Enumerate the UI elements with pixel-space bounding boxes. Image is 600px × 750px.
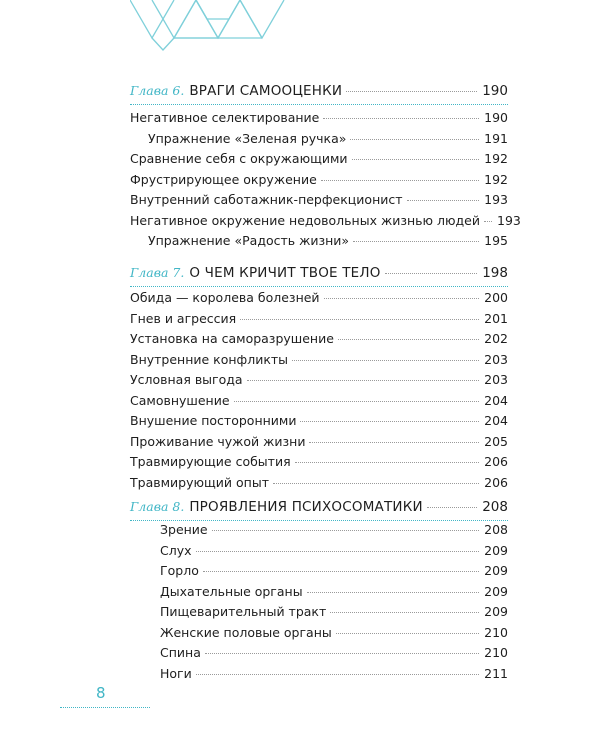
toc-entry-label: Спина xyxy=(160,645,201,660)
toc-entry-page-number: 190 xyxy=(484,110,508,125)
chapter-divider xyxy=(130,104,508,105)
toc-entry[interactable] xyxy=(130,190,508,210)
toc-entry-page-number: 204 xyxy=(484,413,508,428)
toc-entry-label: Слух xyxy=(160,542,192,558)
toc-entry-page-number: 200 xyxy=(484,290,508,305)
toc-entry[interactable] xyxy=(160,602,508,622)
toc-entry-page-number: 206 xyxy=(484,454,508,469)
toc-entry[interactable] xyxy=(160,664,508,684)
toc-entry-label: Травмирующий опыт xyxy=(130,474,269,490)
toc-entry[interactable] xyxy=(130,329,508,349)
toc-entry[interactable] xyxy=(130,288,508,308)
toc-entry-page-number: 203 xyxy=(484,351,508,367)
toc-entry-page-number: 193 xyxy=(497,212,521,228)
toc-entry-page-number: 201 xyxy=(484,310,508,326)
chapter-heading[interactable] xyxy=(130,262,508,284)
toc-entry[interactable] xyxy=(160,561,508,581)
toc-entry-label: Упражнение «Радость жизни» xyxy=(148,233,350,248)
toc-entry[interactable] xyxy=(160,623,508,643)
toc-entry-label: Обида — королева болезней xyxy=(130,290,320,305)
triangle-pattern-decoration xyxy=(130,0,290,52)
toc-entry-label: Упражнение «Зеленая ручка» xyxy=(148,130,347,146)
toc-entry[interactable] xyxy=(130,452,508,472)
toc-entry[interactable] xyxy=(130,391,508,411)
dot-leader xyxy=(196,674,479,675)
toc-entry-label: Проживание чужой жизни xyxy=(130,433,306,449)
toc-entry-label: Сравнение себя с окружающими xyxy=(130,151,348,166)
toc-entry[interactable] xyxy=(148,129,508,149)
toc-entry-label: Самовнушение xyxy=(130,392,230,408)
toc-entry-label: Гнев и агрессия xyxy=(130,310,237,326)
toc-entry-label: Внушение посторонними xyxy=(130,413,297,428)
dot-leader xyxy=(203,571,479,572)
toc-entry-page-number: 210 xyxy=(484,624,508,640)
dot-leader xyxy=(352,159,480,160)
toc-entry-page-number: 195 xyxy=(484,233,508,248)
toc-entry-label: Негативное окружение недовольных жизнью людей xyxy=(130,212,480,228)
toc-entry-page-number: 211 xyxy=(484,665,508,681)
toc-entry[interactable] xyxy=(130,473,508,493)
toc-entry-label: Негативное селектирование xyxy=(130,110,320,125)
dot-leader xyxy=(212,530,480,531)
dot-leader xyxy=(196,551,480,552)
toc-entry-page-number: 193 xyxy=(484,192,508,207)
dot-leader xyxy=(307,592,480,593)
dot-leader xyxy=(385,273,478,274)
dot-leader xyxy=(338,339,479,340)
toc-entry-label: Травмирующие события xyxy=(130,454,291,469)
dot-leader xyxy=(234,401,480,402)
toc-entry[interactable] xyxy=(130,411,508,431)
chapter-page-number: 198 xyxy=(482,265,508,281)
page-number: 8 xyxy=(96,684,106,702)
toc-entry[interactable] xyxy=(148,231,508,251)
dot-leader xyxy=(300,421,479,422)
dot-leader xyxy=(427,507,477,508)
dot-leader xyxy=(353,241,479,242)
toc-entry[interactable] xyxy=(130,108,508,128)
chapter-title: ВРАГИ САМООЦЕНКИ xyxy=(189,83,343,99)
toc-entry-label: Условная выгода xyxy=(130,372,243,387)
toc-entry-page-number: 210 xyxy=(484,645,508,660)
dot-leader xyxy=(309,442,479,443)
chapter-heading[interactable] xyxy=(130,496,508,518)
dot-leader xyxy=(336,633,479,634)
dot-leader xyxy=(330,612,479,613)
toc-entry[interactable] xyxy=(130,170,508,190)
toc-entry-page-number: 209 xyxy=(484,542,508,558)
toc-entry[interactable] xyxy=(130,370,508,390)
page-number-underline xyxy=(60,707,150,708)
toc-entry[interactable] xyxy=(160,582,508,602)
toc-entry-page-number: 209 xyxy=(484,563,508,578)
toc-entry-label: Фрустрирующее окружение xyxy=(130,171,317,187)
toc-entry-label: Горло xyxy=(160,563,199,578)
chapter-page-number: 190 xyxy=(482,83,508,99)
toc-entry-label: Зрение xyxy=(160,522,208,537)
dot-leader xyxy=(321,180,479,181)
toc-entry-page-number: 208 xyxy=(484,522,508,537)
toc-entry-page-number: 191 xyxy=(484,130,508,146)
toc-entry[interactable] xyxy=(130,149,508,169)
toc-entry-label: Ноги xyxy=(160,665,192,681)
toc-entry-page-number: 204 xyxy=(484,392,508,408)
toc-entry-label: Дыхательные органы xyxy=(160,583,303,599)
toc-entry-page-number: 202 xyxy=(484,331,508,346)
dot-leader xyxy=(273,483,479,484)
chapter-heading[interactable] xyxy=(130,80,508,102)
chapter-page-number: 208 xyxy=(482,499,508,515)
toc-entry-label: Установка на саморазрушение xyxy=(130,331,334,346)
dot-leader xyxy=(247,380,480,381)
dot-leader xyxy=(323,118,479,119)
toc-entry-label: Пищеварительный тракт xyxy=(160,604,327,619)
dot-leader xyxy=(324,298,480,299)
chapter-number: Глава 8. xyxy=(130,499,185,514)
toc-entry[interactable] xyxy=(160,541,508,561)
toc-entry-page-number: 192 xyxy=(484,171,508,187)
dot-leader xyxy=(346,91,477,92)
dot-leader xyxy=(295,462,480,463)
toc-entry-label: Внутренний саботажник-перфекционист xyxy=(130,192,403,207)
chapter-divider xyxy=(130,286,508,287)
chapter-title: ПРОЯВЛЕНИЯ ПСИХОСОМАТИКИ xyxy=(189,499,423,515)
chapter-title: О ЧЕМ КРИЧИТ ТВОЕ ТЕЛО xyxy=(189,265,381,281)
toc-entry[interactable] xyxy=(130,211,521,231)
dot-leader xyxy=(240,319,479,320)
chapter-number: Глава 6. xyxy=(130,83,185,98)
toc-entry[interactable] xyxy=(160,520,508,540)
dot-leader xyxy=(484,221,492,222)
toc-entry-label: Внутренние конфликты xyxy=(130,351,289,367)
dot-leader xyxy=(205,653,479,654)
dot-leader xyxy=(350,139,479,140)
toc-entry-label: Женские половые органы xyxy=(160,624,332,640)
toc-entry-page-number: 203 xyxy=(484,372,508,387)
toc-entry[interactable] xyxy=(160,643,508,663)
dot-leader xyxy=(292,360,479,361)
toc-entry[interactable] xyxy=(130,309,508,329)
toc-entry-page-number: 209 xyxy=(484,604,508,619)
toc-entry[interactable] xyxy=(130,432,508,452)
toc-entry-page-number: 192 xyxy=(484,151,508,166)
toc-entry[interactable] xyxy=(130,350,508,370)
toc-entry-page-number: 209 xyxy=(484,583,508,599)
toc-entry-page-number: 206 xyxy=(484,474,508,490)
chapter-number: Глава 7. xyxy=(130,265,185,280)
toc-entry-page-number: 205 xyxy=(484,433,508,449)
dot-leader xyxy=(407,200,480,201)
